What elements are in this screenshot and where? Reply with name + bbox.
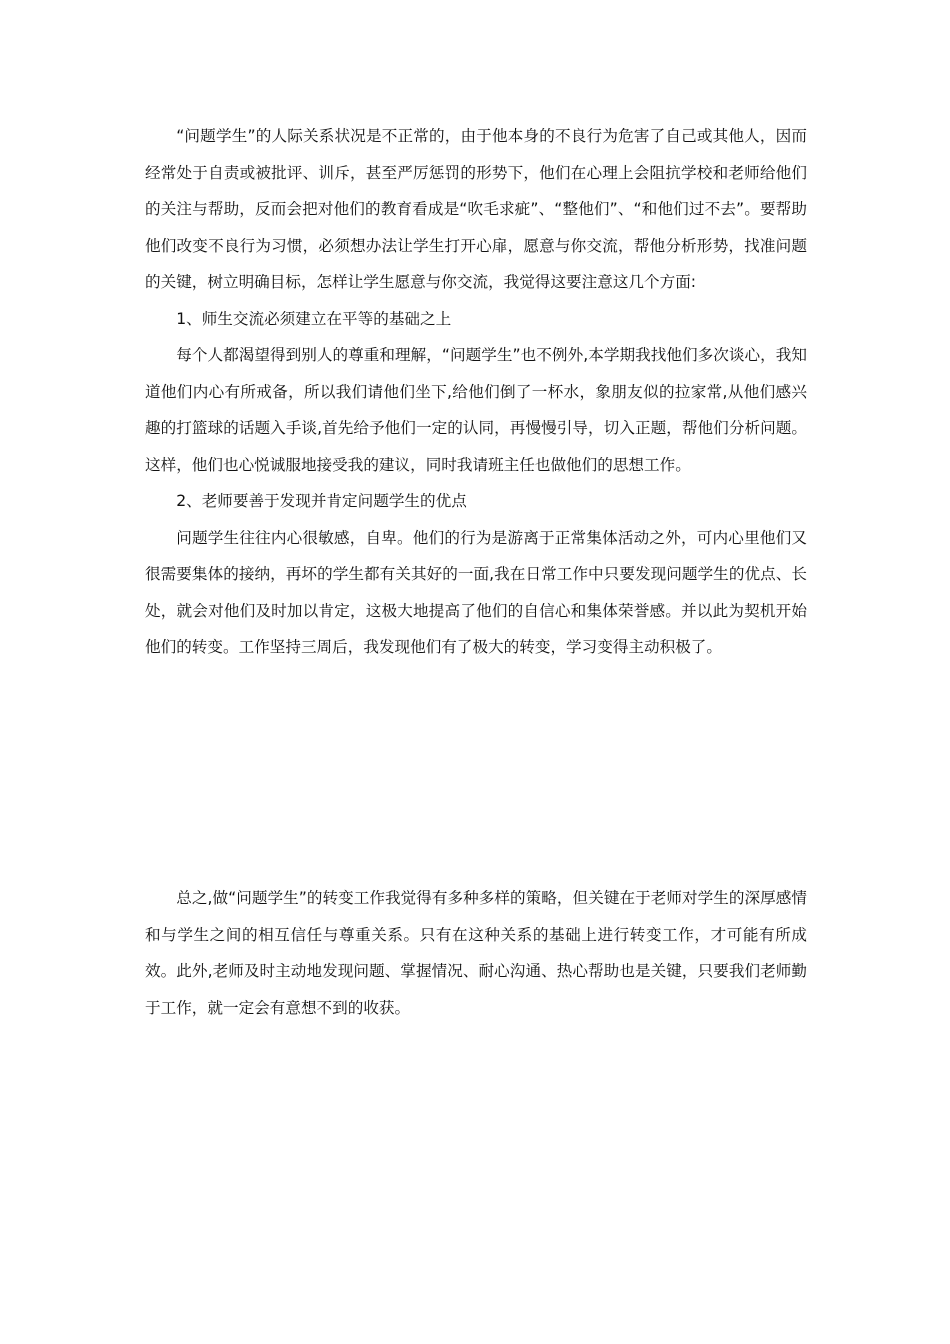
point-1-paragraph: 每个人都渴望得到别人的尊重和理解，“问题学生”也不例外,本学期我找他们多次谈心，我知道他们内心有所戒备，所以我们请他们坐下,给他们倒了一杯水，象朋友似的拉家常,从他们感兴趣的打篮球的话题入手谈,首先给予他们一定的认同，再慢慢引导，切入正题，帮他们分析问题。这样，他们也心悦诚服地接受我的建议，同时我请班主任也做他们的思想工作。 bbox=[145, 346, 807, 474]
document-body-bottom bbox=[145, 880, 807, 1026]
point-1-heading: 1、师生交流必须建立在平等的基础之上 bbox=[176, 309, 452, 328]
point-2-paragraph: 问题学生往往内心很敏感，自卑。他们的行为是游离于正常集体活动之外，可内心里他们又很需要集体的接纳，再坏的学生都有关其好的一面,我在日常工作中只要发现问题学生的优点、长处，就会对他们及时加以肯定，这极大地提高了他们的自信心和集体荣誉感。并以此为契机开始他们的转变。工作坚持三周后，我发现他们有了极大的转变，学习变得主动积极了。 bbox=[145, 528, 807, 656]
point-2-heading: 2、老师要善于发现并肯定问题学生的优点 bbox=[176, 492, 467, 510]
intro-paragraph: “问题学生”的人际关系状况是不正常的，由于他本身的不良行为危害了自己或其他人，因而经常处于自责或被批评、训斥，甚至严厉惩罚的形势下，他们在心理上会阻抗学校和老师给他们的关注与帮助，反而会把对他们的教育看成是“吹毛求疵”、“整他们”、“和他们过不去”。要帮助他们改变不良行为习惯，必须想办法让学生打开心扉，愿意与你交流，帮他分析形势，找准问题的关键，树立明确目标，怎样让学生愿意与你交流，我觉得这要注意这几个方面: bbox=[145, 127, 807, 291]
conclusion-paragraph: 总之,做“问题学生”的转变工作我觉得有多种多样的策略，但关键在于老师对学生的深厚感情和与学生之间的相互信任与尊重关系。只有在这种关系的基础上进行转变工作，才可能有所成效。此外,老师及时主动地发现问题、掌握情况、耐心沟通、热心帮助也是关键，只要我们老师勤于工作，就一定会有意想不到的收获。 bbox=[145, 889, 807, 1017]
document-body-top bbox=[145, 118, 807, 666]
